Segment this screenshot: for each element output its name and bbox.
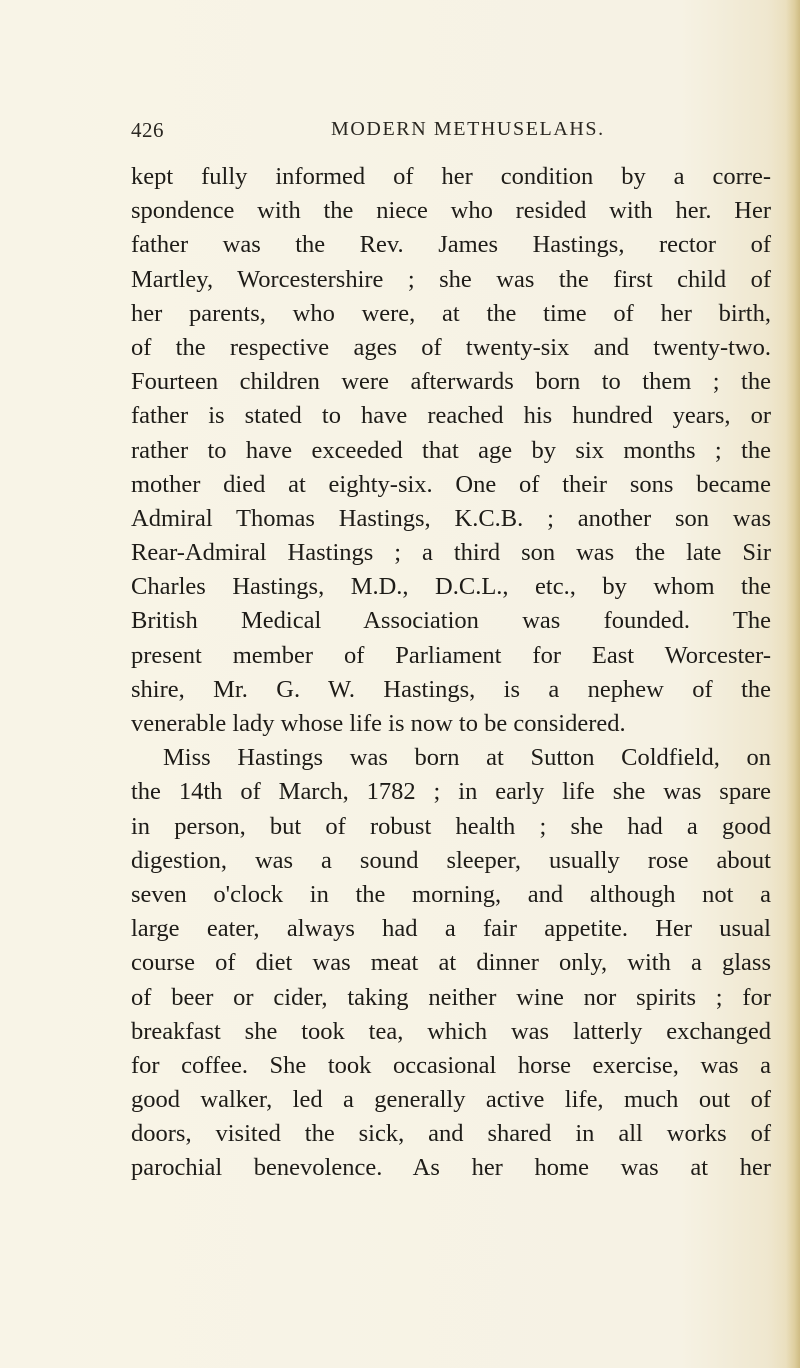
text-line: of the respective ages of twenty-six and twenty-two. <box>131 333 771 361</box>
text-line: good walker, led a generally active life, much out of <box>131 1086 771 1114</box>
text-line: present member of Parliament for East Worcester- <box>131 641 771 669</box>
text-line: parochial benevolence. As her home was at her <box>131 1154 771 1182</box>
text-line: Martley, Worcestershire ; she was the first child of <box>131 265 771 293</box>
text-line: kept fully informed of her condition by a corre- <box>131 163 771 190</box>
text-line: her parents, who were, at the time of her birth, <box>131 299 771 327</box>
page-header <box>131 118 771 148</box>
text-line: father was the Rev. James Hastings, rector of <box>131 231 771 259</box>
text-line: of beer or cider, taking neither wine nor spirits ; for <box>131 983 771 1011</box>
text-line: in person, but of robust health ; she had a good <box>131 812 771 840</box>
text-line: for coffee. She took occasional horse exercise, was a <box>131 1051 771 1079</box>
text-line: Fourteen children were afterwards born to them ; the <box>131 368 771 396</box>
text-line: large eater, always had a fair appetite. Her usual <box>131 915 771 943</box>
text-line: digestion, was a sound sleeper, usually rose about <box>131 846 771 874</box>
text-line: Rear-Admiral Hastings ; a third son was the late Sir <box>131 539 771 567</box>
text-line: doors, visited the sick, and shared in all works of <box>131 1120 771 1148</box>
text-line: rather to have exceeded that age by six months ; the <box>131 436 771 464</box>
page-edge-shading <box>786 0 800 1368</box>
text-line: spondence with the niece who resided with her. Her <box>131 197 771 225</box>
running-head: MODERN METHUSELAHS. <box>331 118 605 140</box>
body-text <box>131 160 771 1186</box>
text-line: Admiral Thomas Hastings, K.C.B. ; another son was <box>131 504 771 532</box>
paragraph-start-line: Miss Hastings was born at Sutton Coldfield, on <box>163 744 771 772</box>
text-line: shire, Mr. G. W. Hastings, is a nephew of the <box>131 675 771 703</box>
text-line: seven o'clock in the morning, and although not a <box>131 880 771 908</box>
text-line: course of diet was meat at dinner only, with a glass <box>131 949 771 977</box>
paragraph-end-line: venerable lady whose life is now to be considered. <box>131 710 626 737</box>
text-line: Charles Hastings, M.D., D.C.L., etc., by whom the <box>131 573 771 601</box>
text-line: breakfast she took tea, which was latterly exchanged <box>131 1017 771 1045</box>
text-line: mother died at eighty-six. One of their sons became <box>131 470 771 498</box>
text-line: father is stated to have reached his hundred years, or <box>131 402 771 430</box>
text-line: British Medical Association was founded. The <box>131 607 771 635</box>
page-number: 426 <box>131 118 164 142</box>
text-line: the 14th of March, 1782 ; in early life she was spare <box>131 778 771 806</box>
